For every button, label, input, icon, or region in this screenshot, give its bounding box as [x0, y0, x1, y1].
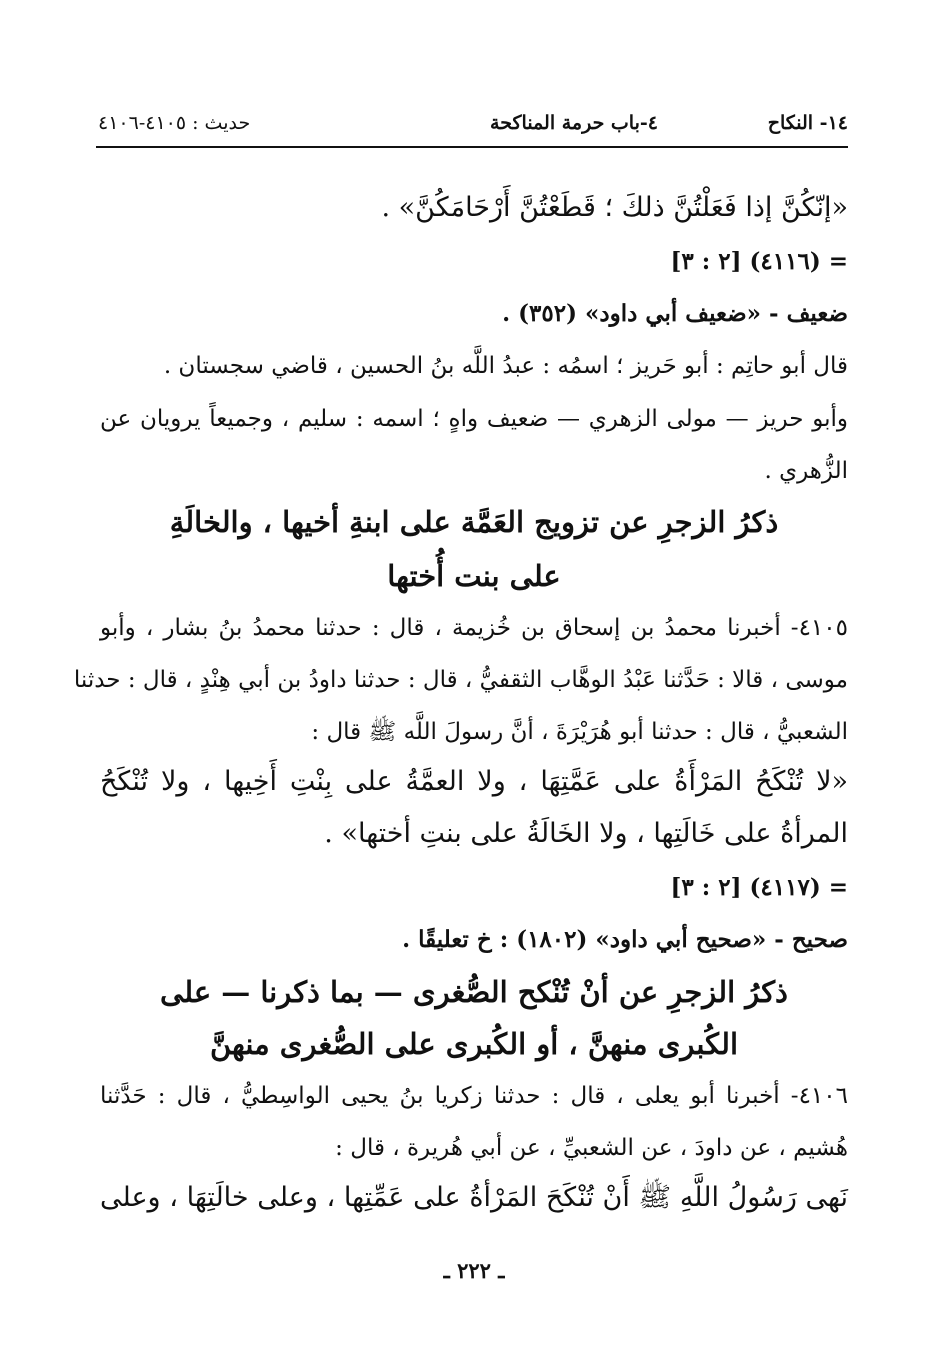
text-line: ٤١٠٥- أخبرنا محمدُ بن إسحاق بن خُزيمة ، قال : حدثنا محمدُ بنُ بشار ، وأبو	[100, 615, 848, 641]
header-chapter: ١٤- النكاح	[767, 112, 848, 134]
text-line: الشعبيُّ ، قال : حدثنا أبو هُرَيْرَةَ ، أنَّ رسولَ اللَّه ﷺ قال :	[311, 719, 848, 745]
text-line: قال أبو حاتِم : أبو حَريز ؛ اسمُه : عبدُ اللَّه بنُ الحسين ، قاضي سجستان .	[163, 353, 848, 379]
text-line: هُشيم ، عن داودَ ، عن الشعبيِّ ، عن أبي هُريرة ، قال :	[335, 1135, 848, 1161]
text-line: الزُّهري .	[764, 458, 848, 484]
text-line: صحيح - «صحيح أبي داود» (١٨٠٢) : خ تعليقًا .	[402, 926, 848, 953]
section-title-line: ذكرُ الزجرِ عن تزويج العَمَّة على ابنةِ أخيها ، والخالَةِ	[169, 505, 779, 539]
text-line: «لا تُنْكَحُ المَرْأَةُ على عَمَّتِهَا ، ولا العمَّةُ على بِنْتِ أَخِيها ، ولا تُنْكَحُ	[100, 766, 848, 797]
text-line: «إنّكُنَّ إذا فَعَلْتُنَّ ذلكَ ؛ قَطَعْتُنَّ أَرْحَامَكُنَّ» .	[381, 192, 848, 223]
header-hadith-range: حديث : ٤١٠٥-٤١٠٦	[98, 112, 251, 134]
text-line: ضعيف - «ضعيف أبي داود» (٣٥٢) .	[502, 300, 848, 327]
page-number: ـ ٢٢٢ ـ	[443, 1258, 505, 1283]
text-line: = (٤١١٧) [٢ : ٣]	[670, 874, 848, 901]
header-section: ٤-باب حرمة المناكحة	[490, 112, 658, 134]
text-line: المرأةُ على خَالَتِها ، ولا الخَالَةُ على بنتِ أختها» .	[324, 818, 848, 849]
header-rule	[96, 146, 848, 148]
section-title-line: على بنت أُختها	[387, 559, 561, 593]
text-line: = (٤١١٦) [٢ : ٣]	[670, 248, 848, 275]
text-line: نَهى رَسُولُ اللَّهِ ﷺ أَنْ تُنْكَحَ المَرْأةُ على عَمِّتِها ، وعلى خالَتِهَا ، وعلى	[100, 1182, 848, 1213]
text-line: ٤١٠٦- أخبرنا أبو يعلى ، قال : حدثنا زكريا بنُ يحيى الواسِطيُّ ، قال : حَدَّثنا	[100, 1083, 848, 1109]
section-title-line: الكُبرى منهنَّ ، أو الكُبرى على الصُّغرى منهنَّ	[209, 1027, 739, 1061]
text-line: وأبو حريز — مولى الزهري — ضعيف واهٍ ؛ اسمه : سليم ، وجميعاً يرويان عن	[100, 406, 848, 432]
text-line: موسى ، قالا : حَدَّثنا عَبْدُ الوهَّاب الثقفيُّ ، قال : حدثنا داودُ بن أبي هِنْدٍ ، قال : حدثنا	[73, 667, 848, 693]
section-title-line: ذكرُ الزجرِ عن أنْ تُنْكح الصُّغرى — بما ذكرنا — على	[160, 975, 788, 1009]
